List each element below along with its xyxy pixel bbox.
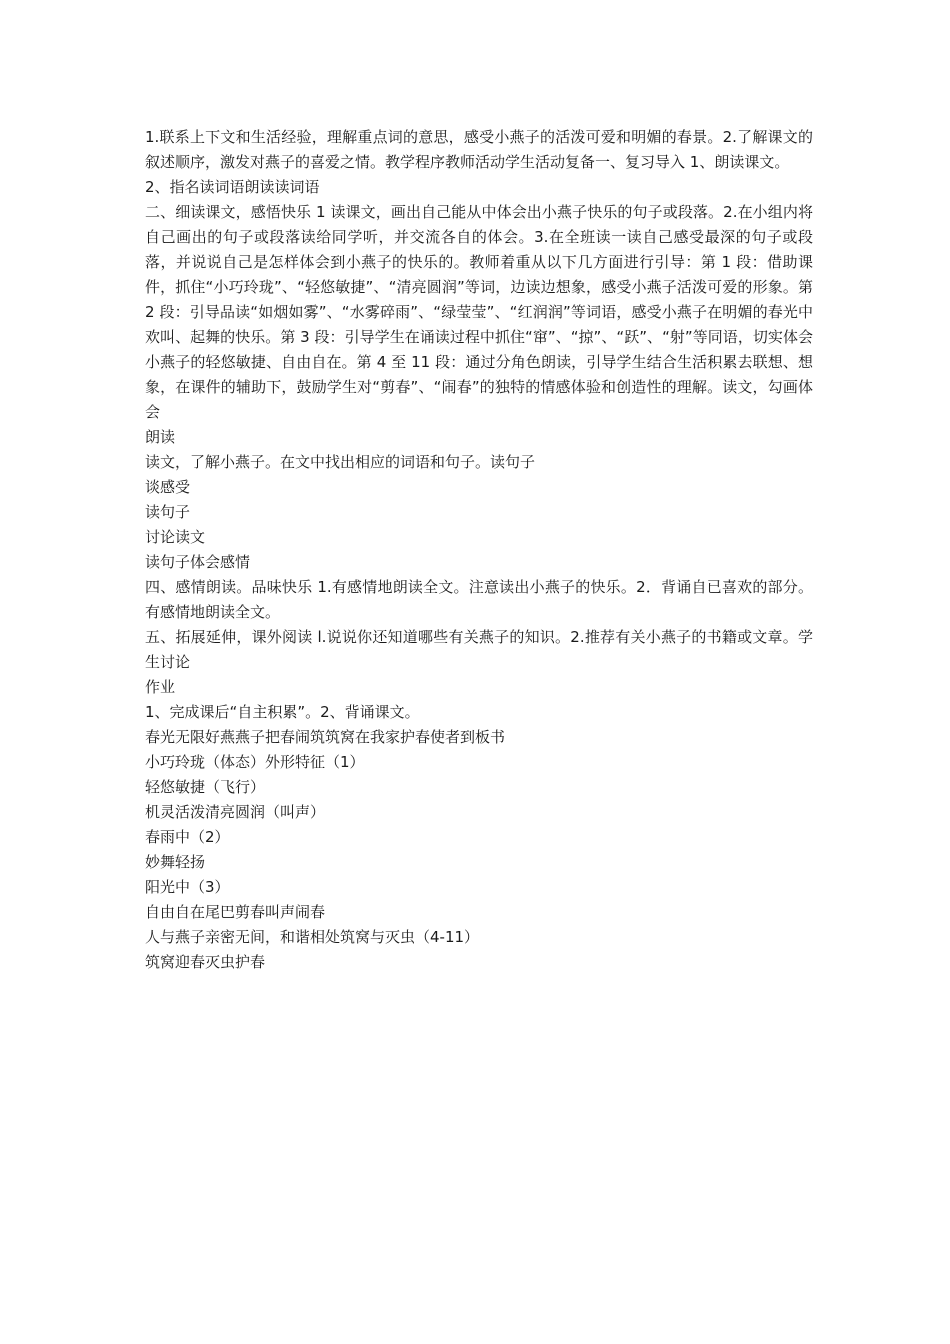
paragraph-read-words: 2、指名读词语朗读读词语	[145, 178, 320, 196]
paragraph-board-line-3: 机灵活泼清亮圆润（叫声）	[145, 803, 326, 821]
paragraph-read-aloud: 朗读	[145, 428, 176, 446]
paragraph-board-line-1: 小巧玲珑（体态）外形特征（1）	[145, 753, 365, 771]
paragraph-understand-swallow: 读文，了解小燕子。在文中找出相应的词语和句子。读句子	[145, 453, 536, 471]
paragraph-board-line-4: 春雨中（2）	[145, 828, 230, 846]
paragraph-objectives: 1.联系上下文和生活经验，理解重点词的意思，感受小燕子的活泼可爱和明媚的春景。2.了解课文的叙述顺序，激发对燕子的喜爱之情。教学程序教师活动学生活动复备一、复习导入 1、朗读课文。	[145, 128, 813, 171]
paragraph-discuss-text: 讨论读文	[145, 528, 206, 546]
paragraph-close-reading: 二、细读课文，感悟快乐 1 读课文，画出自己能从中体会出小燕子快乐的句子或段落。2.在小组内将自己画出的句子或段落读给同学听，并交流各自的体会。3.在全班读一读自己感受最深的句子或段落，并说说自己是怎样体会到小燕子的快乐的。教师着重从以下几方面进行引导：第 1 段：借助课件，抓住“小巧玲珑”、“轻悠敏捷”、“清亮圆润”等词，边读边想象，感受小燕子活泼可爱的形象。第 2 段：引导品读“如烟如雾”、“水雾碎雨”、“绿莹莹”、“红润润”等词语，感受小燕子在明媚的春光中欢叫、起舞的快乐。第 3 段：引导学生在诵读过程中抓住“窜”、“掠”、“跃”、“射”等同语，切实体会小燕子的轻悠敏捷、自由自在。第 4 至 11 段：通过分角色朗读，引导学生结合生活积累去联想、想象，在课件的辅助下，鼓励学生对“剪春”、“闹春”的独特的情感体验和创造性的理解。读文，勾画体会	[145, 203, 813, 421]
paragraph-extension: 五、拓展延伸，课外阅读 l.说说你还知道哪些有关燕子的知识。2.推荐有关小燕子的书籍或文章。学生讨论	[145, 628, 813, 671]
paragraph-board-line-8: 人与燕子亲密无间，和谐相处筑窝与灭虫（4-11）	[145, 928, 480, 946]
paragraph-emotional-reading: 四、感情朗读。品味快乐 1.有感情地朗读全文。注意读出小燕子的快乐。2．背诵自已喜欢的部分。有感情地朗读全文。	[145, 578, 813, 621]
paragraph-board-line-5: 妙舞轻扬	[145, 853, 206, 871]
paragraph-homework: 1、完成课后“自主积累”。2、背诵课文。	[145, 703, 420, 721]
paragraph-board-line-7: 自由自在尾巴剪春叫声闹春	[145, 903, 326, 921]
lesson-plan-text	[145, 125, 813, 975]
paragraph-board-line-9: 筑窝迎春灭虫护春	[145, 953, 266, 971]
paragraph-read-emotion: 读句子体会感情	[145, 553, 251, 571]
paragraph-board-line-6: 阳光中（3）	[145, 878, 230, 896]
paragraph-board-line-2: 轻悠敏捷（飞行）	[145, 778, 266, 796]
paragraph-board-title: 春光无限好燕燕子把春闹筑筑窝在我家护春使者到板书	[145, 728, 506, 746]
paragraph-homework-heading: 作业	[145, 678, 176, 696]
paragraph-read-sentences: 读句子	[145, 503, 191, 521]
paragraph-discuss-feelings: 谈感受	[145, 478, 191, 496]
